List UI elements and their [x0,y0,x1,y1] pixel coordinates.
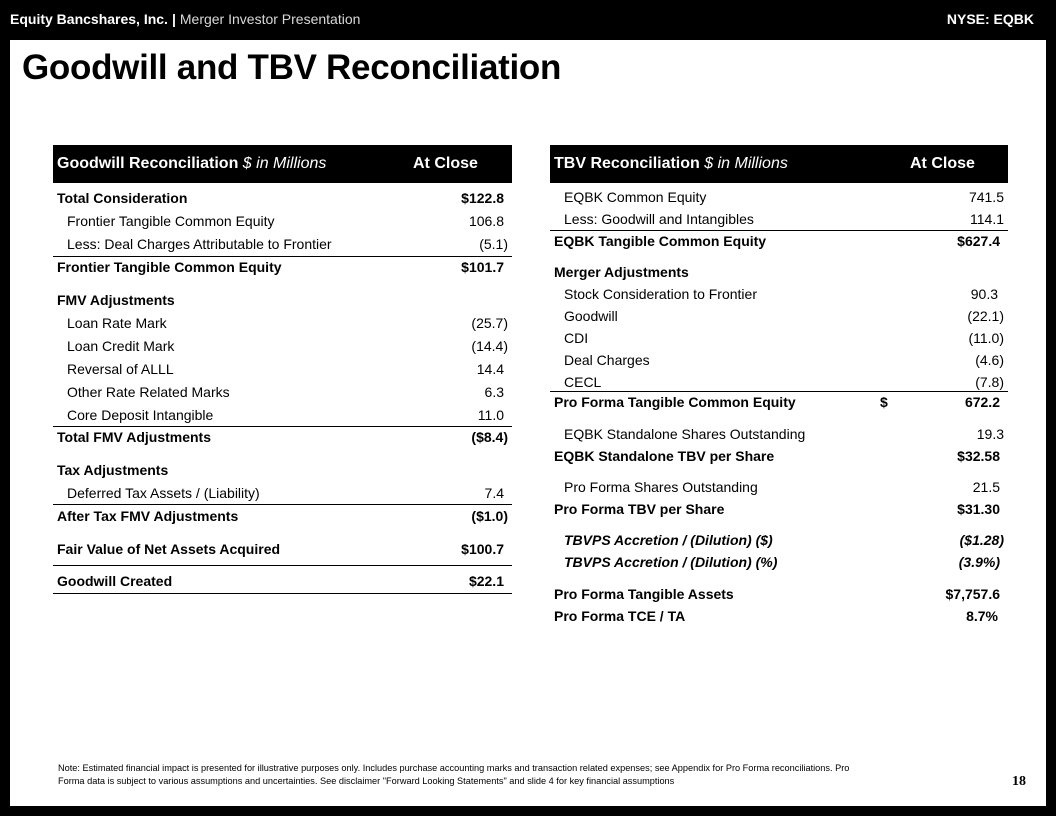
section-heading [53,459,512,481]
row-label: Goodwill [564,308,618,324]
row-value: ($8.4) [471,429,508,445]
row-label: EQBK Standalone TBV per Share [554,448,775,464]
row-label: EQBK Tangible Common Equity [554,233,767,249]
goodwill-reconciliation-table [53,145,512,589]
table-row [550,423,1008,445]
table-row [550,371,1008,393]
table-row [550,349,1008,371]
table-row [53,426,512,448]
table-row [550,391,1008,413]
row-value: ($1.0) [471,508,508,524]
table-row [550,283,1008,305]
table-row [53,538,512,560]
row-value: 90.3 [970,286,998,302]
row-label: Other Rate Related Marks [67,384,230,400]
row-value: (11.0) [968,330,1004,346]
row-divider [53,565,512,566]
row-label: TBVPS Accretion / (Dilution) ($) [564,532,773,548]
presentation-subtitle: Merger Investor Presentation [179,11,361,27]
table-row [53,335,512,357]
table-header-label: Goodwill Reconciliation [57,155,239,172]
table-row [53,256,512,278]
footnote: Note: Estimated financial impact is presented for illustrative purposes only. Includes purchase accounting marks and transaction related expenses; see Appendix for Pro Forma reconciliations. Pro Forma data is subject to various assumptions and uncertainties. See disclaimer "Forward Looking Statements" and slide 4 for key financial assumptions [58,763,850,786]
row-value: $122.8 [461,190,504,206]
table-row [53,404,512,426]
table-row [53,482,512,504]
row-value: (5.1) [479,236,508,252]
page-title: Goodwill and TBV Reconciliation [22,48,562,87]
table-row [550,327,1008,349]
row-label: CECL [564,374,602,390]
row-value: 19.3 [976,426,1004,442]
stock-ticker: NYSE: EQBK [946,11,1034,27]
row-label: Loan Credit Mark [67,338,175,354]
section-heading [550,261,1008,283]
table-row [550,551,1008,573]
table-row [550,305,1008,327]
table-row [53,210,512,232]
row-value: (7.8) [975,374,1004,390]
row-label: Pro Forma Shares Outstanding [564,479,758,495]
row-value: (3.9%) [958,554,1000,570]
row-label: Pro Forma Tangible Common Equity [554,394,796,410]
table-header [53,145,512,183]
table-header-unit: $ in Millions [242,155,327,172]
tbv-reconciliation-table [550,145,1008,624]
row-value: $31.30 [957,501,1000,517]
row-label: Core Deposit Intangible [67,407,214,423]
row-label: Stock Consideration to Frontier [564,286,757,302]
row-label: Less: Deal Charges Attributable to Frontier [67,236,332,252]
row-value: $100.7 [461,541,504,557]
header-left [10,11,360,27]
company-name: Equity Bancshares, Inc. [10,11,168,27]
row-value: 7.4 [484,485,504,501]
header-separator: | [171,11,176,27]
row-label: Frontier Tangible Common Equity [67,213,275,229]
row-label: EQBK Common Equity [564,189,707,205]
row-label: Pro Forma Tangible Assets [554,586,734,602]
table-row [53,381,512,403]
row-value: (25.7) [471,315,508,331]
table-row [550,529,1008,551]
table-row [550,230,1008,252]
table-row [53,233,512,255]
table-header-column: At Close [413,155,478,172]
page-number: 18 [1012,774,1026,789]
row-label: EQBK Standalone Shares Outstanding [564,426,806,442]
row-value: 114.1 [970,211,1004,227]
row-label: After Tax FMV Adjustments [57,508,239,524]
row-value: 8.7% [966,608,998,624]
row-label: Tax Adjustments [57,462,169,478]
row-label: Deferred Tax Assets / (Liability) [67,485,260,501]
table-row [550,476,1008,498]
row-value: $32.58 [957,448,1000,464]
currency-symbol: $ [880,394,888,410]
table-row [550,583,1008,605]
row-label: CDI [564,330,589,346]
row-value: 14.4 [476,361,504,377]
row-label: Deal Charges [564,352,650,368]
row-label: Pro Forma TCE / TA [554,608,686,624]
row-label: Frontier Tangible Common Equity [57,259,282,275]
row-value: (22.1) [967,308,1004,324]
row-value: ($1.28) [959,532,1004,548]
row-label: Goodwill Created [57,573,173,589]
table-row [53,570,512,592]
row-value: $22.1 [468,573,504,589]
table-header-unit: $ in Millions [704,155,788,172]
row-label: TBVPS Accretion / (Dilution) (%) [564,554,778,570]
table-row [550,208,1008,230]
row-value: (4.6) [975,352,1004,368]
table-row [550,186,1008,208]
row-label: Merger Adjustments [554,264,689,280]
row-label: Fair Value of Net Assets Acquired [57,541,281,557]
header-bar [0,0,1056,40]
row-label: Less: Goodwill and Intangibles [564,211,754,227]
table-row [53,505,512,527]
row-label: Loan Rate Mark [67,315,167,331]
row-divider [53,593,512,594]
table-row [550,605,1008,627]
row-value: 106.8 [468,213,504,229]
table-row [550,445,1008,467]
table-row [53,187,512,209]
row-value: 11.0 [477,407,504,423]
row-label: Total FMV Adjustments [57,429,211,445]
table-row [53,358,512,380]
row-value: 741.5 [968,189,1004,205]
section-heading [53,289,512,311]
row-label: FMV Adjustments [57,292,175,308]
row-value: 21.5 [972,479,1000,495]
row-value: $101.7 [461,259,504,275]
table-header [550,145,1008,183]
row-label: Reversal of ALLL [67,361,174,377]
table-header-column: At Close [910,155,975,172]
slide-canvas [10,40,1046,806]
row-value: (14.4) [471,338,508,354]
row-label: Pro Forma TBV per Share [554,501,725,517]
table-row [550,498,1008,520]
table-header-label: TBV Reconciliation [554,155,700,172]
row-value: 672.2 [964,394,1000,410]
row-value: 6.3 [484,384,504,400]
row-label: Total Consideration [57,190,188,206]
table-row [53,312,512,334]
row-value: $7,757.6 [945,586,1000,602]
row-value: $627.4 [957,233,1000,249]
